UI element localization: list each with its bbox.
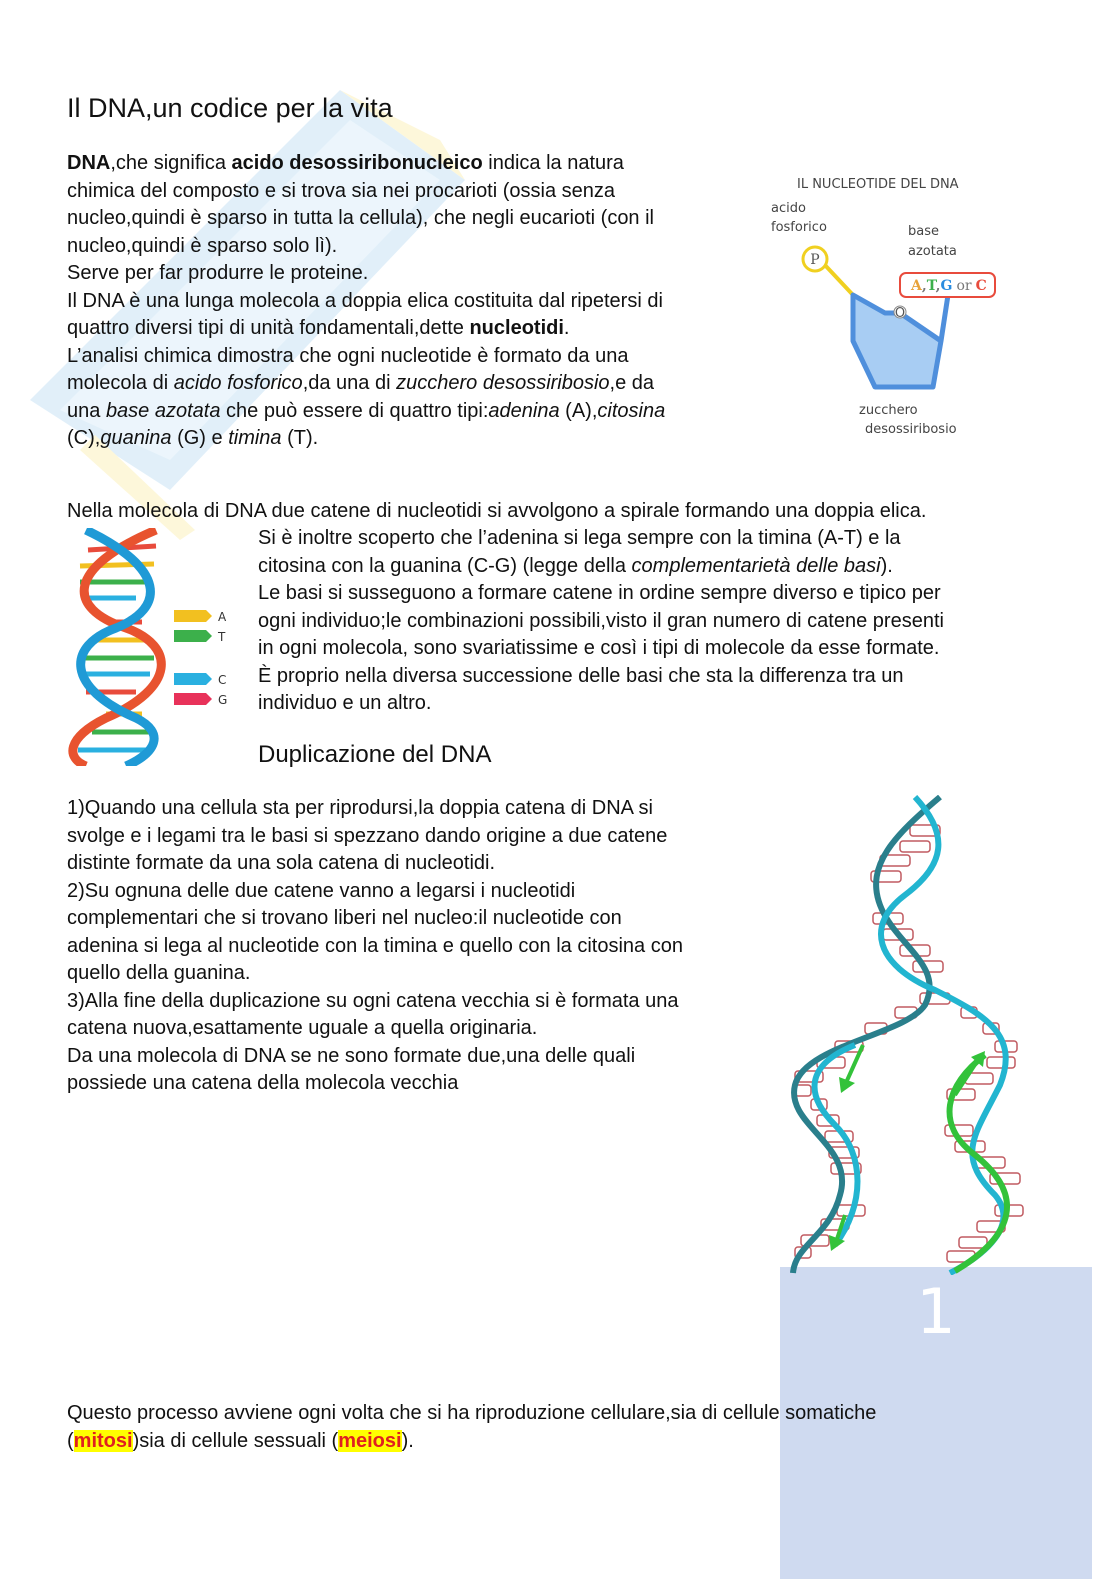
oxygen-label: O <box>894 306 906 321</box>
page-title: Il DNA,un codice per la vita <box>67 93 393 123</box>
nucleotide-diagram <box>765 165 1015 450</box>
nucleotidi-term: nucleotidi <box>469 317 564 339</box>
sugar-label-1: zucchero <box>859 403 918 418</box>
base-label-1: base <box>908 224 939 239</box>
duplication-paragraph: 1)Quando una cellula sta per riprodursi,la doppia catena di DNA si svolge e i legami tra le basi si spezzano dando origine a due catene distinte formate da una sola catena di nucleotidi. 2)Su ognuna delle due catene vanno a legarsi i nucleotidi complementari che si trovano liberi nel nucleo:il nucleotide con adenina si lega al nucleotide con la timina e quello con la citosina con quello della guanina. 3)Alla fine della duplicazione su ogni catena vecchia si è formata una catena nuova,esattamente uguale a quella originaria. Da una molecola di DNA se ne sono formate due,una delle quali possiede una catena della molecola vecchia <box>67 797 683 1094</box>
phosphate-label: P <box>810 252 820 268</box>
dna-full-name: acido desossiribonucleico <box>231 152 483 174</box>
dna-term: DNA <box>67 152 111 174</box>
mitosi-highlight: mitosi <box>73 1429 133 1452</box>
nucleotide-title: IL NUCLEOTIDE DEL DNA <box>797 177 959 192</box>
closing-paragraph: Questo processo avviene ogni volta che si ha riproduzione cellulare,sia di cellule somatiche (mitosi)sia di cellule sessuali (meiosi). <box>67 1402 877 1452</box>
legend-g: G <box>218 693 228 707</box>
legend-a: A <box>218 610 227 624</box>
meiosi-highlight: meiosi <box>338 1429 402 1452</box>
acid-label-1: acido <box>771 201 806 216</box>
helix-paragraph: Si è inoltre scoperto che l’adenina si lega sempre con la timina (A-T) e la citosina con la guanina (C-G) (legge della complementarietà delle basi). Le basi si susseguono a formare catene in ordine sempre diverso e tipico per ogni individuo;le combinazioni possibili,visto il gran numero di catene presenti in ogni molecola, sono svariatissime e così i tipi di molecole da esse formate. È proprio nella diversa successione delle basi che sta la differenza tra un individuo e un altro. <box>258 527 944 714</box>
helix-intro: Nella molecola di DNA due catene di nucleotidi si avvolgono a spirale formando una doppia elica. <box>67 500 927 522</box>
dna-replication-image <box>785 795 1030 1275</box>
double-helix-image <box>66 528 236 766</box>
bases-text: A,T,G or C <box>911 278 987 294</box>
page-number: 1 <box>916 1275 956 1348</box>
intro-paragraph: DNA,che significa acido desossiribonucleico indica la natura chimica del composto e si trova sia nei procarioti (ossia senza nucleo,quindi è sparso in tutta la cellula), che negli eucarioti (con il nucleo,quindi è sparso solo lì). Serve per far produrre le proteine. Il DNA è una lunga molecola a doppia elica costituita dal ripetersi di quattro diversi tipi di unità fondamentali,dette nucleotidi. L’analisi chimica dimostra che ogni nucleotide è formato da una molecola di acido fosforico,da una di zucchero desossiribosio,e da una base azotata che può essere di quattro tipi:adenina (A),citosina (C),guanina (G) e timina (T). <box>67 152 666 449</box>
old-strand-left <box>793 797 940 1273</box>
acid-label-2: fosforico <box>771 220 827 235</box>
old-strand-right <box>881 797 1006 1273</box>
sugar-label-2: desossiribosio <box>865 422 957 437</box>
legend-t: T <box>218 630 226 644</box>
base-bond <box>941 295 948 341</box>
base-label-2: azotata <box>908 244 957 259</box>
duplication-heading: Duplicazione del DNA <box>258 741 492 768</box>
helix-legend <box>174 610 227 707</box>
phosphate-bond <box>823 263 853 295</box>
legend-c: C <box>218 673 227 687</box>
